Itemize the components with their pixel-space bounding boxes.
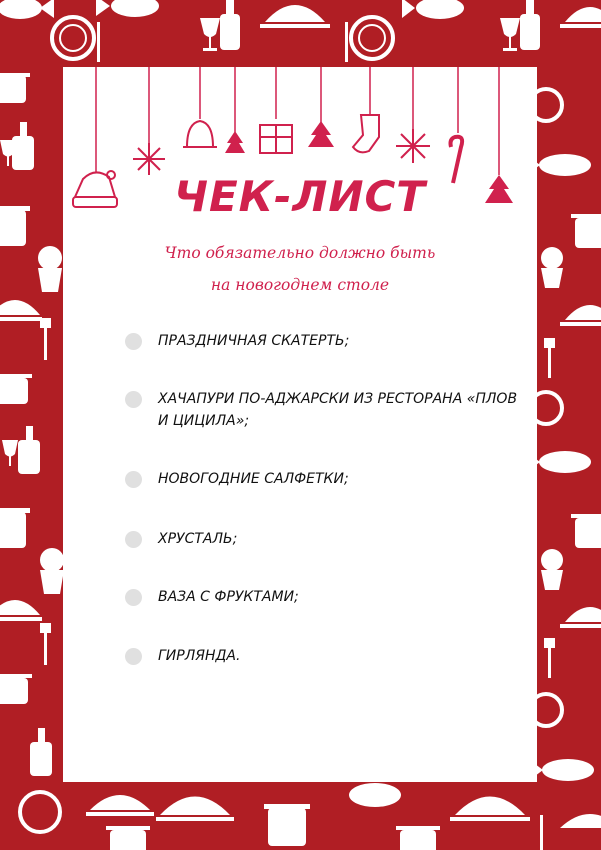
- cupcake-icon: [40, 548, 64, 594]
- pot-icon: [106, 826, 150, 850]
- pot-icon: [0, 73, 30, 103]
- snowflake-icon: [133, 143, 165, 175]
- tree-icon: [225, 131, 245, 153]
- item-text: НОВОГОДНИЕ САЛФЕТКИ;: [158, 471, 349, 487]
- checkbox-circle[interactable]: [125, 391, 142, 408]
- subtitle-line: Что обязательно должно быть: [164, 244, 436, 262]
- gift-icon: [260, 125, 292, 153]
- checklist-card: [63, 67, 537, 782]
- fork-icon: [540, 815, 543, 850]
- plate-icon: [349, 783, 401, 807]
- item-text: ПРАЗДНИЧНАЯ СКАТЕРТЬ;: [158, 333, 350, 349]
- checkbox-circle[interactable]: [125, 531, 142, 548]
- checkbox-circle[interactable]: [125, 589, 142, 606]
- item-text: ВАЗА С ФРУКТАМИ;: [158, 589, 299, 605]
- snowflake-icon: [396, 129, 430, 163]
- checkbox-circle[interactable]: [125, 648, 142, 665]
- item-text: ГИРЛЯНДА.: [158, 648, 241, 664]
- subtitle-line: на новогоднем столе: [210, 276, 390, 294]
- item-text: ХАЧАПУРИ ПО-АДЖАРСКИ ИЗ РЕСТОРАНА «ПЛОВ И ЦИЦИЛА»;: [158, 391, 518, 429]
- pot-icon: [396, 826, 440, 850]
- stocking-icon: [353, 115, 379, 152]
- item-text: ХРУСТАЛЬ;: [158, 531, 238, 547]
- checkbox-circle[interactable]: [125, 471, 142, 488]
- tree-icon: [308, 121, 334, 147]
- checkbox-circle[interactable]: [125, 333, 142, 350]
- pot-icon: [264, 804, 310, 846]
- cupcake-icon: [38, 246, 62, 292]
- page-subtitle: [63, 237, 537, 301]
- bell-icon: [183, 121, 217, 147]
- page-title: ЧЕК-ЛИСТ: [174, 172, 426, 221]
